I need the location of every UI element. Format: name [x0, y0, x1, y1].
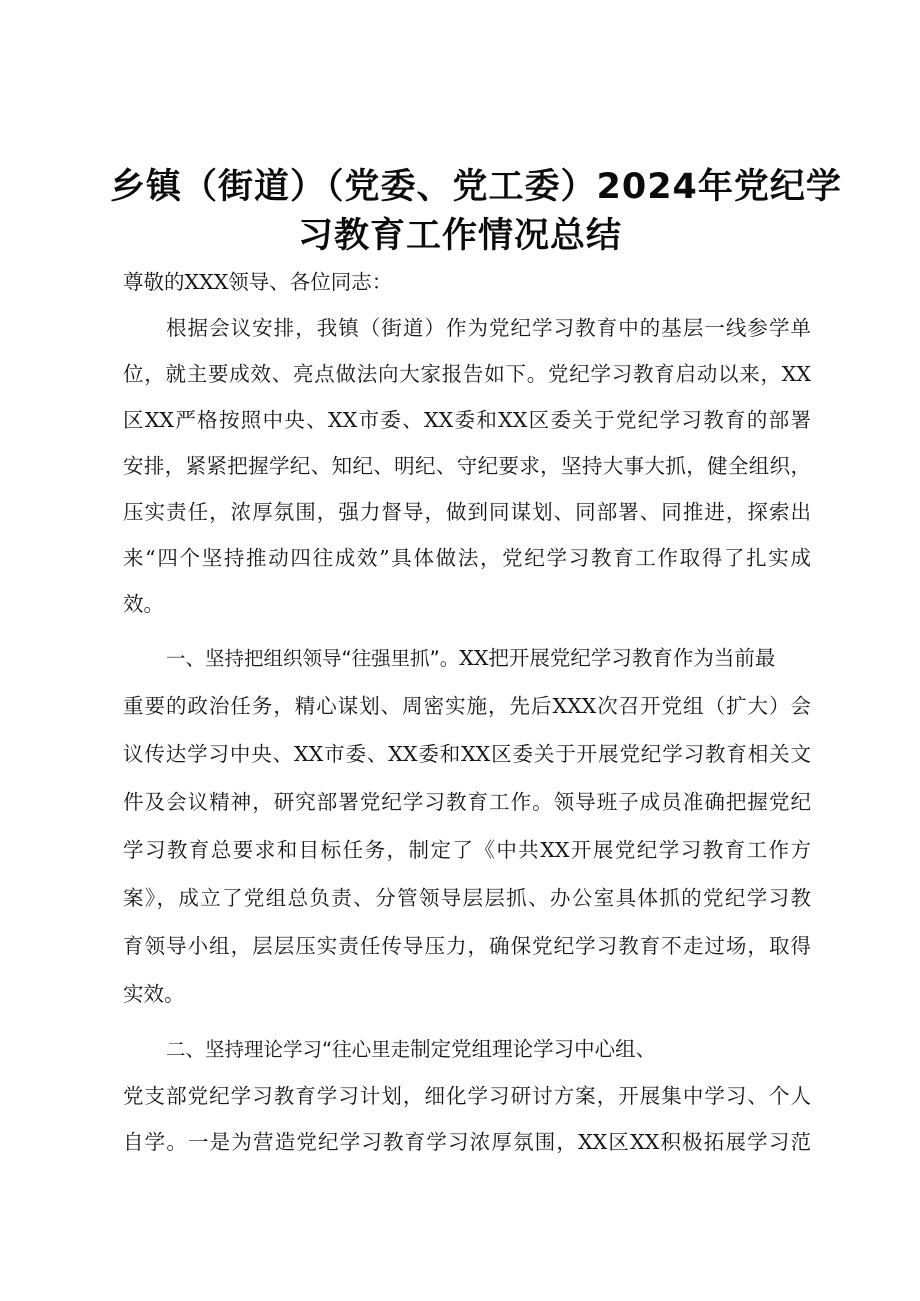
section-2-line: 党支部党纪学习教育学习计划，细化学习研讨方案，开展集中学习、个人: [123, 1084, 811, 1108]
section-1-line: 实效。: [123, 982, 185, 1006]
intro-line: 来“四个坚持推动四往成效”具体做法，党纪学习教育工作取得了扎实成: [123, 546, 811, 570]
section-1-line: 议传达学习中央、XX市委、XX委和XX区委关于开展党纪学习教育相关文: [123, 742, 811, 766]
salutation: 尊敬的XXX领导、各位同志：: [123, 270, 393, 294]
section-1-text: XX把开展党纪学习教育作为当前最: [459, 646, 776, 670]
section-2-first-line: [166, 1034, 811, 1065]
section-1-first-line: [166, 643, 811, 674]
section-1-line: 件及会议精神，研究部署党纪学习教育工作。领导班子成员准确把握党纪: [123, 790, 811, 814]
document-title-line-1: 乡镇（街道）（党委、党工委）2024年党纪学: [110, 167, 842, 207]
intro-line: 效。: [123, 592, 164, 616]
document-title-line-2: 习教育工作情况总结: [297, 216, 622, 256]
section-1-line: 重要的政治任务，精心谋划、周密实施，先后XXX次召开党组（扩大）会: [123, 694, 811, 718]
intro-line: 安排，紧紧把握学纪、知纪、明纪、守纪要求，坚持大事大抓，健全组织，: [123, 454, 811, 478]
section-2-text: 制定党组理论学习中心组、: [410, 1037, 657, 1061]
section-2-line: 自学。一是为营造党纪学习教育学习浓厚氛围，XX区XX积极拓展学习范: [123, 1130, 811, 1154]
intro-line: 区XX严格按照中央、XX市委、XX委和XX区委关于党纪学习教育的部署: [123, 408, 811, 432]
section-2-heading: 二、坚持理论学习“往心里走: [166, 1038, 411, 1061]
section-1-heading: 一、坚持把组织领导“往强里抓”。: [166, 647, 460, 670]
section-1-line: 育领导小组，层层压实责任传导压力，确保党纪学习教育不走过场，取得: [123, 934, 811, 958]
intro-line: 根据会议安排，我镇（街道）作为党纪学习教育中的基层一线参学单: [166, 316, 811, 340]
intro-line: 压实责任，浓厚氛围，强力督导，做到同谋划、同部署、同推进，探索出: [123, 500, 811, 524]
section-1-line: 学习教育总要求和目标任务，制定了《中共XX开展党纪学习教育工作方: [123, 838, 811, 862]
section-1-line: 案》，成立了党组总负责、分管领导层层抓、办公室具体抓的党纪学习教: [123, 886, 811, 910]
intro-line: 位，就主要成效、亮点做法向大家报告如下。党纪学习教育启动以来，XX: [123, 362, 811, 386]
